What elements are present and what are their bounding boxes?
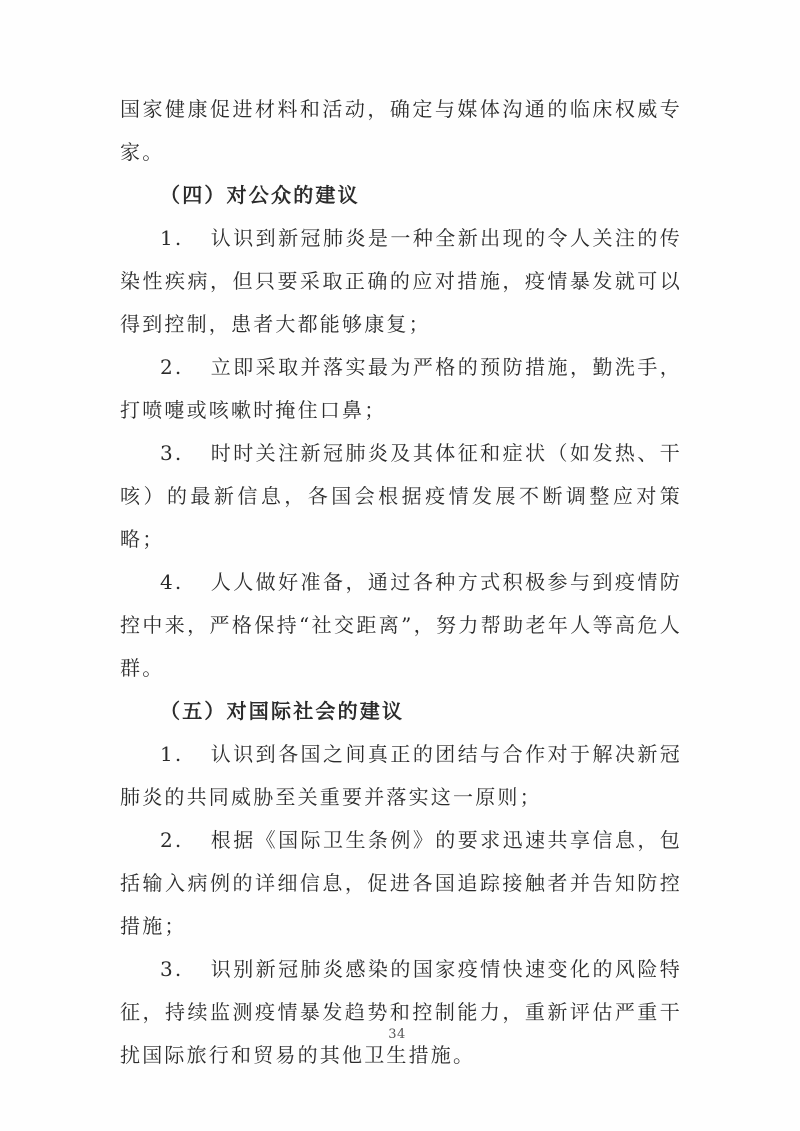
- list-item: [120, 948, 682, 1077]
- item-text: 时时关注新冠肺炎及其体征和症状（如发热、干咳）的最新信息，各国会根据疫情发展不断调整应对策略；: [120, 441, 682, 551]
- list-item: [120, 819, 682, 948]
- document-body: [120, 88, 682, 1077]
- list-item: [120, 561, 682, 690]
- list-item: [120, 432, 682, 561]
- list-item: [120, 346, 682, 432]
- item-number: 4.: [160, 570, 184, 594]
- paragraph-continuation: 国家健康促进材料和活动，确定与媒体沟通的临床权威专家。: [120, 97, 682, 164]
- section-heading-public: （四）对公众的建议: [160, 183, 360, 207]
- list-item: [120, 733, 682, 819]
- item-text: 识别新冠肺炎感染的国家疫情快速变化的风险特征，持续监测疫情暴发趋势和控制能力，重新评估严重干扰国际旅行和贸易的其他卫生措施。: [120, 957, 682, 1067]
- list-item: [120, 217, 682, 346]
- item-text: 认识到新冠肺炎是一种全新出现的令人关注的传染性疾病，但只要采取正确的应对措施，疫情暴发就可以得到控制，患者大都能够康复；: [120, 226, 682, 336]
- item-text: 根据《国际卫生条例》的要求迅速共享信息，包括输入病例的详细信息，促进各国追踪接触者并告知防控措施；: [120, 828, 682, 938]
- item-text: 认识到各国之间真正的团结与合作对于解决新冠肺炎的共同威胁至关重要并落实这一原则；: [120, 742, 682, 809]
- section-heading-international: （五）对国际社会的建议: [160, 699, 405, 723]
- item-number: 3.: [160, 441, 184, 465]
- item-number: 1.: [160, 226, 184, 250]
- item-number: 2.: [160, 828, 184, 852]
- item-number: 3.: [160, 957, 184, 981]
- item-number: 1.: [160, 742, 184, 766]
- item-text: 人人做好准备，通过各种方式积极参与到疫情防控中来，严格保持“社交距离”，努力帮助老年人等高危人群。: [120, 570, 682, 680]
- item-text: 立即采取并落实最为严格的预防措施，勤洗手，打喷嚏或咳嗽时掩住口鼻；: [120, 355, 682, 422]
- page-number: 34: [388, 1027, 406, 1042]
- item-number: 2.: [160, 355, 184, 379]
